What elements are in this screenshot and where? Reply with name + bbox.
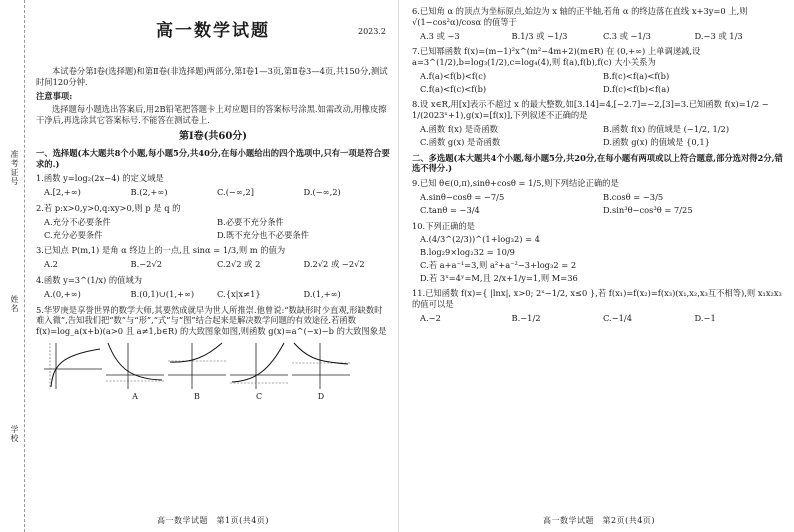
q11-option-c: C.−1/4 bbox=[603, 312, 632, 323]
q7-option-d: D.f(c)<f(b)<f(a) bbox=[603, 83, 670, 94]
question-11-options bbox=[420, 312, 786, 325]
question-1-stem: 1.函数 y=log₂(2x−4) 的定义域是 bbox=[36, 173, 164, 184]
q5-option-c-graph bbox=[228, 339, 290, 402]
q7-option-b: B.f(c)<f(a)<f(b) bbox=[603, 70, 670, 81]
q10-option-d: D.若 3ˣ=4ʸ=M,且 2/x+1/y=1,则 M=36 bbox=[420, 272, 578, 283]
q10-option-c: C.若 a+a⁻¹=3,则 a²+a⁻²−3+log₃2 = 2 bbox=[420, 259, 577, 270]
part-1-heading: 一、选择题(本大题共8个小题,每小题5分,共40分,在每小题给出的四个选项中,只有一项是符合要求的.) bbox=[36, 147, 390, 169]
question-5-graphs bbox=[42, 339, 332, 402]
exam-date: 2023.2 bbox=[358, 27, 386, 36]
exam-title: 高一数学试题 bbox=[156, 21, 270, 41]
q1-option-c: C.(−∞,2] bbox=[217, 187, 254, 198]
q6-option-b: B.1/3 或 −1/3 bbox=[511, 30, 568, 41]
q1-option-b: B.(2,+∞) bbox=[130, 187, 168, 198]
question-10-stem: 10.下列正确的是 bbox=[412, 220, 475, 231]
q3-option-c: C.2√2 或 2 bbox=[217, 259, 261, 270]
question-8 bbox=[412, 99, 786, 148]
question-6-options bbox=[420, 30, 786, 43]
graph-label-b: B bbox=[194, 391, 200, 401]
q5-given-graph bbox=[42, 339, 104, 402]
q6-option-d: D.−3 或 1/3 bbox=[694, 30, 743, 41]
side-label-name: 姓名 bbox=[10, 295, 19, 313]
q4-option-b: B.(0,1)∪(1,+∞) bbox=[130, 288, 195, 299]
q8-option-c: C.函数 g(x) 是奇函数 bbox=[420, 136, 501, 147]
q6-option-a: A.3 或 −3 bbox=[420, 30, 460, 41]
q11-option-a: A.−2 bbox=[420, 312, 441, 323]
page-1-content bbox=[36, 0, 390, 532]
question-2-stem: 2.若 p:x>0,y>0,q:xy>0,则 p 是 q 的 bbox=[36, 203, 181, 214]
q11-option-b: B.−1/2 bbox=[511, 312, 541, 323]
graph-label-d: D bbox=[317, 391, 325, 401]
question-6-stem: 6.已知角 α 的顶点为坐标原点,始边为 x 轴的正半轴,若角 α 的终边落在直线 x+3y=0 上,则 √(1−cos²α)/cosα 的值等于 bbox=[412, 6, 748, 27]
given-log-graph-figure bbox=[42, 339, 104, 391]
notice-body: 选择题每小题选出答案后,用2B铅笔把答题卡上对应题目的答案标号涂黑.如需改动,用橡皮擦干净后,再选涂其它答案标号.不能答在测试卷上. bbox=[36, 104, 387, 126]
page-1-footer: 高一数学试题 第1页(共4页) bbox=[157, 515, 269, 525]
option-b-graph-figure bbox=[166, 339, 228, 391]
part-2-heading: 二、多选题(本大题共4个小题,每小题5分,共20分,在每小题有两项或以上符合题意,部分选对得2分,错选不得分.) bbox=[412, 152, 783, 174]
exam-intro: 本试卷分第Ⅰ卷(选择题)和第Ⅱ卷(非选择题)两部分,第Ⅰ卷1—3页,第Ⅱ卷3—4页,共150分,测试时间120分钟. bbox=[36, 66, 388, 87]
exam-page-2 bbox=[400, 0, 794, 532]
q10-option-a: A.(4/3^(2/3))^(1+log₃2) = 4 bbox=[420, 234, 540, 245]
question-9-stem: 9.已知 θ∈(0,π),sinθ+cosθ = 1/5,则下列结论正确的是 bbox=[412, 178, 619, 189]
q2-option-c: C.充分必要条件 bbox=[44, 229, 103, 240]
question-5 bbox=[36, 305, 390, 403]
question-3-options bbox=[44, 258, 390, 271]
question-9 bbox=[412, 178, 786, 216]
question-3 bbox=[36, 245, 390, 271]
question-8-options bbox=[420, 123, 786, 149]
q2-option-b: B.必要不充分条件 bbox=[217, 216, 284, 227]
notice-heading: 注意事项: bbox=[36, 90, 73, 101]
exam-notice bbox=[36, 66, 390, 406]
question-3-stem: 3.已知点 P(m,1) 是角 α 终边上的一点,且 sinα = 1/3,则 m 的值为 bbox=[36, 245, 286, 256]
question-8-stem: 8.设 x∈R,用[x]表示不超过 x 的最大整数,如[3.14]=4,[−2.7]=−2,[3]=3.已知函数 f(x)=1/2 − 1/(2023ˣ+1),g(x)=[f(x)],下列叙述不正确的是 bbox=[412, 99, 769, 121]
q4-option-a: A.(0,+∞) bbox=[44, 288, 81, 299]
question-2 bbox=[36, 203, 390, 241]
q4-option-d: D.(1,+∞) bbox=[303, 288, 341, 299]
page-divider bbox=[398, 0, 399, 532]
question-4-stem: 4.函数 y=3^(1/x) 的值域为 bbox=[36, 274, 143, 285]
q5-option-b-graph bbox=[166, 339, 228, 402]
question-7 bbox=[412, 46, 786, 95]
q1-option-d: D.(−∞,2) bbox=[303, 187, 341, 198]
page-2-content bbox=[412, 0, 786, 532]
q3-option-a: A.2 bbox=[44, 259, 58, 270]
q11-option-d: D.−1 bbox=[694, 312, 716, 323]
question-11 bbox=[412, 288, 786, 324]
question-10 bbox=[412, 221, 786, 285]
q9-option-c: C.tanθ = −3/4 bbox=[420, 204, 480, 215]
q2-option-d: D.既不充分也不必要条件 bbox=[217, 229, 309, 240]
question-7-stem: 7.已知幂函数 f(x)=(m−1)²x^(m²−4m+2)(m∈R) 在 (0,+∞) 上单调递减,设 a=3^(1/2),b=log₃(1/2),c=log₄(4),则 f(a),f(b),f(c) 大小关系为 bbox=[412, 46, 701, 68]
q6-option-c: C.3 或 −1/3 bbox=[603, 30, 651, 41]
q9-option-b: B.cosθ = −3/5 bbox=[603, 191, 664, 202]
page-2-questions bbox=[412, 6, 786, 329]
q2-option-a: A.充分不必要条件 bbox=[44, 216, 111, 227]
side-label-school: 学校 bbox=[10, 425, 19, 443]
page-2-footer: 高一数学试题 第2页(共4页) bbox=[543, 515, 655, 525]
q3-option-d: D.2√2 或 −2√2 bbox=[303, 259, 365, 270]
question-4-options bbox=[44, 288, 390, 301]
q1-option-a: A.[2,+∞) bbox=[44, 187, 81, 198]
q7-option-a: A.f(a)<f(b)<f(c) bbox=[420, 70, 487, 81]
option-c-graph-figure bbox=[228, 339, 290, 391]
question-1-options bbox=[44, 186, 390, 199]
q8-option-b: B.函数 f(x) 的值域是 (−1/2, 1/2) bbox=[603, 124, 730, 135]
question-1 bbox=[36, 173, 390, 199]
binding-line bbox=[24, 0, 25, 532]
graph-label-c: C bbox=[255, 391, 263, 401]
binding-strip bbox=[0, 0, 34, 532]
q8-option-d: D.函数 g(x) 的值域是 {0,1} bbox=[603, 136, 710, 147]
question-5-stem: 5.华罗庚是享誉世界的数学大师,其要然成就早为世人所推崇.他曾说:“数缺形时少直观,形缺数时难入微”,告知我们把“数”与“形”,“式”与“图”结合起来是解决数学问题的有效途径.若函数 f(x)=log_a(x+b)(a>0 且 a≠1,b∈R) 的大致图象如图,则函数 g(x)=a^(−x)−b 的大致图象是 bbox=[36, 304, 387, 337]
question-9-options bbox=[420, 191, 786, 217]
side-label-exam-number: 准考证号 bbox=[10, 150, 19, 186]
q3-option-b: B.−2√2 bbox=[130, 259, 163, 270]
section-title: 第Ⅰ卷(共60分) bbox=[178, 130, 248, 142]
q4-option-c: C.{x|x≠1} bbox=[217, 288, 261, 299]
question-6 bbox=[412, 6, 786, 42]
q8-option-a: A.函数 f(x) 是奇函数 bbox=[420, 124, 498, 135]
graph-label-a: A bbox=[132, 391, 138, 401]
option-a-graph-figure bbox=[104, 339, 166, 391]
question-4 bbox=[36, 275, 390, 301]
q9-option-d: D.sin³θ−cos³θ = 7/25 bbox=[603, 204, 693, 215]
q10-option-b: B.log₂9×log₂32 = 10/9 bbox=[420, 247, 515, 258]
question-11-stem: 11.已知函数 f(x)={ |lnx|, x>0; 2ˣ−1/2, x≤0 },若 f(x₁)=f(x₂)=f(x₃)(x₁,x₂,x₃互不相等),则 x₁x₂x₃ 的值可以是 bbox=[412, 288, 782, 310]
question-7-options bbox=[420, 70, 786, 96]
option-d-graph-figure bbox=[290, 339, 352, 391]
q5-option-d-graph bbox=[290, 339, 352, 402]
q7-option-c: C.f(a)<f(c)<f(b) bbox=[420, 83, 487, 94]
question-10-options bbox=[420, 233, 786, 284]
q9-option-a: A.sinθ−cosθ = −7/5 bbox=[420, 191, 505, 202]
question-2-options bbox=[44, 216, 390, 242]
q5-option-a-graph bbox=[104, 339, 166, 402]
